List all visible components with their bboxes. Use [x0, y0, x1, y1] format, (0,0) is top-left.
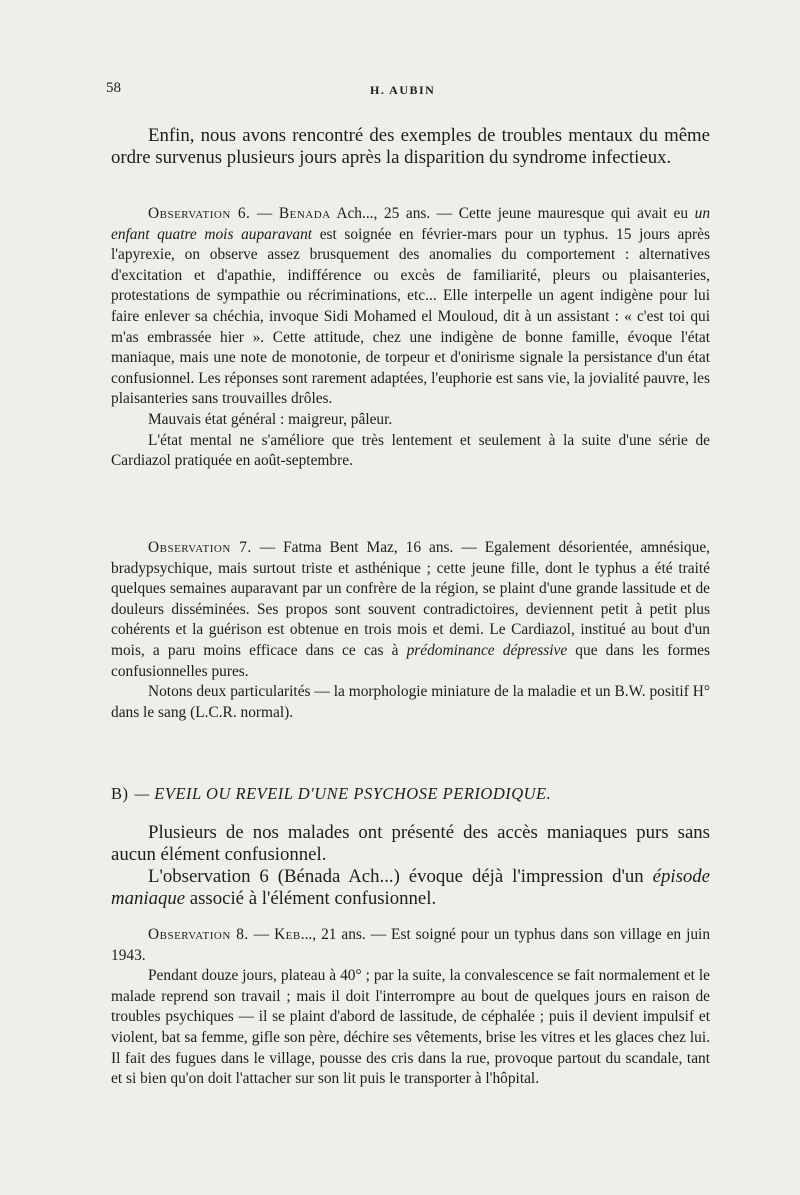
observation-6-dash: — — [250, 205, 279, 222]
section-b-body — [111, 822, 710, 910]
observation-7-paragraph-1 — [111, 538, 710, 682]
section-b-paragraph-2 — [111, 866, 710, 910]
section-b-paragraph-1: Plusieurs de nos malades ont présenté des accès maniaques purs sans aucun élément confusionnel. — [111, 822, 710, 865]
observation-6-paragraph-2: Mauvais état général : maigreur, pâleur. — [148, 410, 393, 428]
patient-name-keb: Keb — [274, 926, 301, 943]
running-header — [0, 80, 800, 104]
observation-7 — [111, 538, 710, 723]
running-head-author: H. AUBIN — [370, 83, 436, 97]
section-heading-b — [111, 784, 551, 804]
observation-8 — [111, 925, 710, 1090]
section-b-paragraph-2-text-1: L'observation 6 (Bénada Ach...) évoque déjà l'impression d'un — [148, 866, 653, 887]
observation-7-emphasis: prédominance dépressive — [406, 641, 568, 659]
observation-6-paragraph-3: L'état mental ne s'améliore que très lentement et seulement à la suite d'une série de Cardiazol pratiquée en août-septembre. — [111, 431, 710, 470]
observation-8-dash: — — [248, 926, 275, 943]
observation-6-paragraph-1 — [111, 204, 710, 410]
page-number: 58 — [106, 80, 121, 96]
observation-7-text-2: que dans les formes confusionnelles pures. — [111, 641, 710, 680]
observation-8-text-1: ..., 21 ans. — Est soigné pour un typhus dans son village en juin 1943. — [111, 926, 711, 964]
section-title: — EVEIL OU REVEIL D'UNE PSYCHOSE PERIODIQUE. — [134, 784, 552, 803]
observation-8-paragraph-2: Pendant douze jours, plateau à 40° ; par la suite, la convalescence se fait normalement et le malade reprend son travail ; mais il doit l'interrompre au bout de quelques jours en raison de troubles psychiques — il se plaint d'abord de lassitude, de céphalée ; puis il devient impulsif et violent, bat sa femme, gifle son père, déchire ses vêtements, brise les vitres et les glaces chez lui. Il fait des fugues dans le village, pousse des cris dans la rue, provoque partout du scandale, tant et si bien qu'on doit l'attacher sur son lit puis le transporter à l'hôpital. — [111, 967, 710, 1088]
intro-paragraph: Enfin, nous avons rencontré des exemples de troubles mentaux du même ordre survenus plusieurs jours après la disparition du syndrome infectieux. — [111, 125, 710, 168]
section-letter: B) — [111, 784, 129, 803]
observation-6 — [111, 204, 710, 472]
section-b-emphasis: épisode maniaque — [111, 866, 710, 909]
observation-8-paragraph-1 — [111, 925, 710, 966]
observation-6-label: Observation 6. — [148, 205, 251, 222]
observation-8-label: Observation 8. — [148, 926, 249, 943]
observation-6-text-2: est soignée en février-mars pour un typhus. 15 jours après l'apyrexie, on observe assez brusquement des anomalies du comportement : alternatives d'excitation et d'apathie, indifférence ou excès de familiarité, pleurs ou plaisanteries, protestations de sympathie ou récriminations, etc... Elle interpelle un agent indigène pour lui faire enlever sa chéchia, invoque Sidi Mohamed el Mouloud, dit à un assistant : « c'est toi qui m'as embrassée hier ». Cette attitude, chez une indigène de bonne famille, évoque l'état maniaque, mais une note de monotonie, de torpeur et d'onirisme signale la persistance d'un état confusionnel. Les réponses sont rarement adaptées, l'euphorie est sans vie, la jovialité pauvre, les plaisanteries sans trouvailles drôles. — [111, 225, 710, 408]
observation-6-text-1: Ach..., 25 ans. — Cette jeune mauresque qui avait eu — [330, 205, 695, 222]
observation-7-paragraph-2: Notons deux particularités — la morphologie miniature de la maladie et un B.W. positif H° dans le sang (L.C.R. normal). — [111, 683, 710, 721]
observation-7-label: Observation 7. — [148, 539, 252, 556]
observation-6-emphasis: un enfant quatre mois auparavant — [111, 205, 711, 243]
observation-7-text-1: — Fatma Bent Maz, 16 ans. — Egalement désorientée, amnésique, bradypsychique, mais surtout triste et asthénique ; cette jeune fille, dont le typhus a été traité quelques semaines auparavant par un confrère de la région, se plaint d'une grande lassitude et de douleurs disséminées. Ses propos sont souvent contradictoires, deviennent petit à petit plus cohérents et la guérison est obtenue en trois mois et demi. Le Cardiazol, institué au bout d'un mois, a paru moins efficace dans ce cas à — [111, 539, 710, 659]
patient-name: Benada — [278, 205, 331, 222]
section-b-paragraph-2-text-2: associé à l'élément confusionnel. — [185, 888, 437, 909]
